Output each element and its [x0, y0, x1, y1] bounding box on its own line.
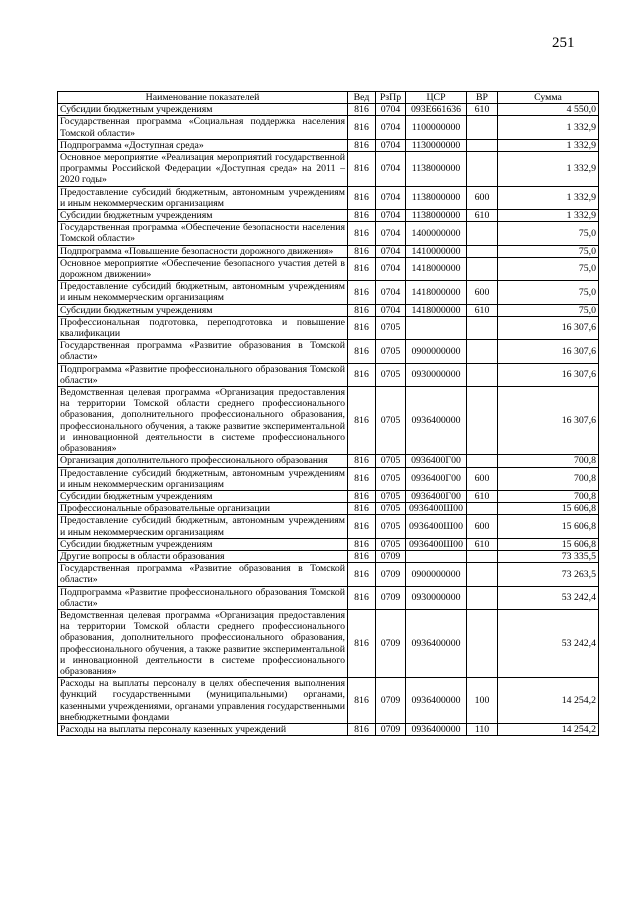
cell-csr: 1418000000 [406, 257, 467, 280]
table-row [58, 503, 599, 515]
cell-csr: 0930000000 [406, 586, 467, 609]
cell-csr: 1418000000 [406, 304, 467, 316]
cell-ved: 816 [348, 563, 376, 586]
cell-csr: 1100000000 [406, 116, 467, 139]
cell-rzpr: 0704 [376, 210, 406, 222]
cell-vr: 610 [467, 490, 498, 502]
cell-csr: 0936400Ш00 [406, 538, 467, 550]
cell-name: Государственная программа «Обеспечение безопасности населения Томской области» [58, 222, 348, 245]
cell-rzpr: 0705 [376, 503, 406, 515]
cell-sum: 700,8 [498, 455, 599, 467]
table-row [58, 586, 599, 609]
table-row [58, 455, 599, 467]
cell-name: Ведомственная целевая программа «Организация предоставления на территории Томской области среднего профессионального образования, дополнительного профессионального образования, профессионального обучения, а также развитие экспериментальной и инновационной деятельности в системе профессионального образования» [58, 609, 348, 677]
cell-name: Государственная программа «Социальная поддержка населения Томской области» [58, 116, 348, 139]
cell-sum: 1 332,9 [498, 210, 599, 222]
cell-csr: 1138000000 [406, 186, 467, 209]
table-row [58, 186, 599, 209]
cell-name: Основное мероприятие «Обеспечение безопасного участия детей в дорожном движении» [58, 257, 348, 280]
cell-name: Субсидии бюджетным учреждениям [58, 490, 348, 502]
cell-sum: 16 307,6 [498, 363, 599, 386]
cell-vr [467, 257, 498, 280]
cell-name: Профессиональные образовательные организации [58, 503, 348, 515]
cell-sum: 75,0 [498, 245, 599, 257]
table-row [58, 723, 599, 735]
table-row [58, 609, 599, 677]
cell-name: Ведомственная целевая программа «Организация предоставления на территории Томской области среднего профессионального образования, дополнительного профессионального образования, профессионального обучения, а также развитие экспериментальной и инновационной деятельности в системе профессионального образования» [58, 387, 348, 455]
cell-name: Предоставление субсидий бюджетным, автономным учреждениям и иным некоммерческим организациям [58, 515, 348, 538]
cell-name: Подпрограмма «Развитие профессионального образования Томской области» [58, 586, 348, 609]
cell-ved: 816 [348, 455, 376, 467]
cell-csr: 0936400Г00 [406, 490, 467, 502]
table-row [58, 281, 599, 304]
cell-ved: 816 [348, 723, 376, 735]
cell-csr: 0936400000 [406, 609, 467, 677]
cell-csr: 0936400000 [406, 678, 467, 724]
cell-name: Подпрограмма «Доступная среда» [58, 139, 348, 151]
cell-vr [467, 245, 498, 257]
cell-vr [467, 609, 498, 677]
cell-rzpr: 0709 [376, 678, 406, 724]
table-row [58, 152, 599, 187]
cell-rzpr: 0705 [376, 538, 406, 550]
cell-vr: 100 [467, 678, 498, 724]
cell-rzpr: 0709 [376, 563, 406, 586]
table-row [58, 550, 599, 562]
cell-name: Субсидии бюджетным учреждениям [58, 538, 348, 550]
cell-ved: 816 [348, 245, 376, 257]
cell-rzpr: 0704 [376, 116, 406, 139]
cell-sum: 1 332,9 [498, 116, 599, 139]
page-number: 251 [552, 35, 575, 51]
cell-rzpr: 0704 [376, 186, 406, 209]
cell-csr: 1130000000 [406, 139, 467, 151]
cell-csr: 0936400Ш00 [406, 503, 467, 515]
table-row [58, 387, 599, 455]
table-row [58, 245, 599, 257]
table-row [58, 139, 599, 151]
cell-vr [467, 586, 498, 609]
table-row [58, 678, 599, 724]
table-row [58, 515, 599, 538]
cell-ved: 816 [348, 152, 376, 187]
cell-sum: 14 254,2 [498, 723, 599, 735]
cell-sum: 73 335,5 [498, 550, 599, 562]
cell-rzpr: 0705 [376, 515, 406, 538]
cell-rzpr: 0705 [376, 467, 406, 490]
cell-vr [467, 116, 498, 139]
header-sum: Сумма [498, 92, 599, 104]
cell-csr: 0900000000 [406, 563, 467, 586]
cell-rzpr: 0709 [376, 609, 406, 677]
cell-name: Предоставление субсидий бюджетным, автономным учреждениям и иным некоммерческим организациям [58, 186, 348, 209]
cell-ved: 816 [348, 210, 376, 222]
cell-name: Профессиональная подготовка, переподготовка и повышение квалификации [58, 316, 348, 339]
cell-csr: 0900000000 [406, 340, 467, 363]
cell-sum: 53 242,4 [498, 586, 599, 609]
cell-sum: 75,0 [498, 304, 599, 316]
cell-ved: 816 [348, 281, 376, 304]
cell-name: Субсидии бюджетным учреждениям [58, 304, 348, 316]
cell-name: Предоставление субсидий бюджетным, автономным учреждениям и иным некоммерческим организациям [58, 281, 348, 304]
table-row [58, 116, 599, 139]
table-row [58, 257, 599, 280]
cell-csr: 1138000000 [406, 152, 467, 187]
cell-vr [467, 222, 498, 245]
table-row [58, 104, 599, 116]
cell-csr: 0936400Г00 [406, 455, 467, 467]
table-header-row [58, 92, 599, 104]
table-row [58, 304, 599, 316]
cell-ved: 816 [348, 550, 376, 562]
cell-vr [467, 340, 498, 363]
cell-name: Расходы на выплаты персоналу казенных учреждений [58, 723, 348, 735]
cell-sum: 16 307,6 [498, 340, 599, 363]
table-row [58, 538, 599, 550]
cell-ved: 816 [348, 467, 376, 490]
cell-ved: 816 [348, 678, 376, 724]
cell-sum: 700,8 [498, 467, 599, 490]
cell-sum: 75,0 [498, 222, 599, 245]
cell-sum: 75,0 [498, 281, 599, 304]
cell-rzpr: 0705 [376, 490, 406, 502]
cell-rzpr: 0705 [376, 455, 406, 467]
cell-name: Организация дополнительного профессионального образования [58, 455, 348, 467]
cell-vr: 600 [467, 281, 498, 304]
cell-csr: 0930000000 [406, 363, 467, 386]
table-row [58, 467, 599, 490]
cell-rzpr: 0704 [376, 222, 406, 245]
cell-sum: 75,0 [498, 257, 599, 280]
cell-vr: 600 [467, 186, 498, 209]
cell-name: Другие вопросы в области образования [58, 550, 348, 562]
cell-ved: 816 [348, 139, 376, 151]
cell-rzpr: 0709 [376, 586, 406, 609]
cell-vr: 610 [467, 304, 498, 316]
header-ved: Вед [348, 92, 376, 104]
cell-rzpr: 0709 [376, 550, 406, 562]
cell-sum: 16 307,6 [498, 316, 599, 339]
cell-name: Расходы на выплаты персоналу в целях обеспечения выполнения функций государственными (муниципальными) органами, казенными учреждениями, органами управления государственными внебюджетными фондами [58, 678, 348, 724]
cell-ved: 816 [348, 257, 376, 280]
cell-sum: 4 550,0 [498, 104, 599, 116]
cell-sum: 700,8 [498, 490, 599, 502]
cell-name: Подпрограмма «Повышение безопасности дорожного движения» [58, 245, 348, 257]
cell-rzpr: 0704 [376, 245, 406, 257]
table-row [58, 316, 599, 339]
cell-ved: 816 [348, 340, 376, 363]
cell-rzpr: 0705 [376, 387, 406, 455]
cell-ved: 816 [348, 538, 376, 550]
cell-name: Субсидии бюджетным учреждениям [58, 104, 348, 116]
cell-ved: 816 [348, 586, 376, 609]
cell-name: Предоставление субсидий бюджетным, автономным учреждениям и иным некоммерческим организациям [58, 467, 348, 490]
cell-vr [467, 316, 498, 339]
cell-csr: 0936400000 [406, 723, 467, 735]
cell-ved: 816 [348, 490, 376, 502]
cell-rzpr: 0705 [376, 340, 406, 363]
cell-csr: 1400000000 [406, 222, 467, 245]
cell-name: Субсидии бюджетным учреждениям [58, 210, 348, 222]
cell-name: Основное мероприятие «Реализация мероприятий государственной программы Российской Федерации «Доступная среда» на 2011 – 2020 годы» [58, 152, 348, 187]
cell-csr: 1410000000 [406, 245, 467, 257]
header-rzpr: РзПр [376, 92, 406, 104]
cell-rzpr: 0704 [376, 104, 406, 116]
cell-sum: 53 242,4 [498, 609, 599, 677]
cell-vr [467, 563, 498, 586]
cell-ved: 816 [348, 304, 376, 316]
cell-vr [467, 363, 498, 386]
table-row [58, 340, 599, 363]
cell-rzpr: 0704 [376, 152, 406, 187]
cell-csr [406, 316, 467, 339]
cell-rzpr: 0704 [376, 281, 406, 304]
cell-csr: 093Е661636 [406, 104, 467, 116]
cell-vr: 600 [467, 515, 498, 538]
cell-ved: 816 [348, 116, 376, 139]
cell-vr [467, 503, 498, 515]
cell-sum: 15 606,8 [498, 503, 599, 515]
cell-vr: 110 [467, 723, 498, 735]
cell-ved: 816 [348, 186, 376, 209]
cell-sum: 16 307,6 [498, 387, 599, 455]
table-row [58, 363, 599, 386]
cell-ved: 816 [348, 387, 376, 455]
cell-csr [406, 550, 467, 562]
cell-vr [467, 455, 498, 467]
cell-name: Подпрограмма «Развитие профессионального образования Томской области» [58, 363, 348, 386]
cell-ved: 816 [348, 104, 376, 116]
cell-ved: 816 [348, 609, 376, 677]
cell-name: Государственная программа «Развитие образования в Томской области» [58, 563, 348, 586]
table-row [58, 210, 599, 222]
cell-ved: 816 [348, 363, 376, 386]
cell-ved: 816 [348, 316, 376, 339]
cell-sum: 14 254,2 [498, 678, 599, 724]
cell-rzpr: 0709 [376, 723, 406, 735]
cell-rzpr: 0704 [376, 257, 406, 280]
cell-vr [467, 387, 498, 455]
cell-csr: 0936400Г00 [406, 467, 467, 490]
cell-vr [467, 139, 498, 151]
budget-table [57, 91, 599, 736]
cell-vr: 610 [467, 538, 498, 550]
cell-vr [467, 550, 498, 562]
cell-csr: 1418000000 [406, 281, 467, 304]
cell-sum: 1 332,9 [498, 139, 599, 151]
table-row [58, 563, 599, 586]
cell-ved: 816 [348, 503, 376, 515]
cell-rzpr: 0705 [376, 316, 406, 339]
cell-rzpr: 0704 [376, 139, 406, 151]
cell-name: Государственная программа «Развитие образования в Томской области» [58, 340, 348, 363]
cell-sum: 15 606,8 [498, 538, 599, 550]
cell-sum: 1 332,9 [498, 152, 599, 187]
cell-csr: 0936400000 [406, 387, 467, 455]
cell-vr: 610 [467, 104, 498, 116]
header-name: Наименование показателей [58, 92, 348, 104]
cell-csr: 1138000000 [406, 210, 467, 222]
cell-ved: 816 [348, 222, 376, 245]
cell-csr: 0936400Ш00 [406, 515, 467, 538]
cell-vr [467, 152, 498, 187]
cell-sum: 73 263,5 [498, 563, 599, 586]
table-row [58, 222, 599, 245]
cell-vr: 600 [467, 467, 498, 490]
header-csr: ЦСР [406, 92, 467, 104]
cell-rzpr: 0705 [376, 363, 406, 386]
header-vr: ВР [467, 92, 498, 104]
table-row [58, 490, 599, 502]
cell-rzpr: 0704 [376, 304, 406, 316]
cell-ved: 816 [348, 515, 376, 538]
cell-vr: 610 [467, 210, 498, 222]
cell-sum: 15 606,8 [498, 515, 599, 538]
cell-sum: 1 332,9 [498, 186, 599, 209]
